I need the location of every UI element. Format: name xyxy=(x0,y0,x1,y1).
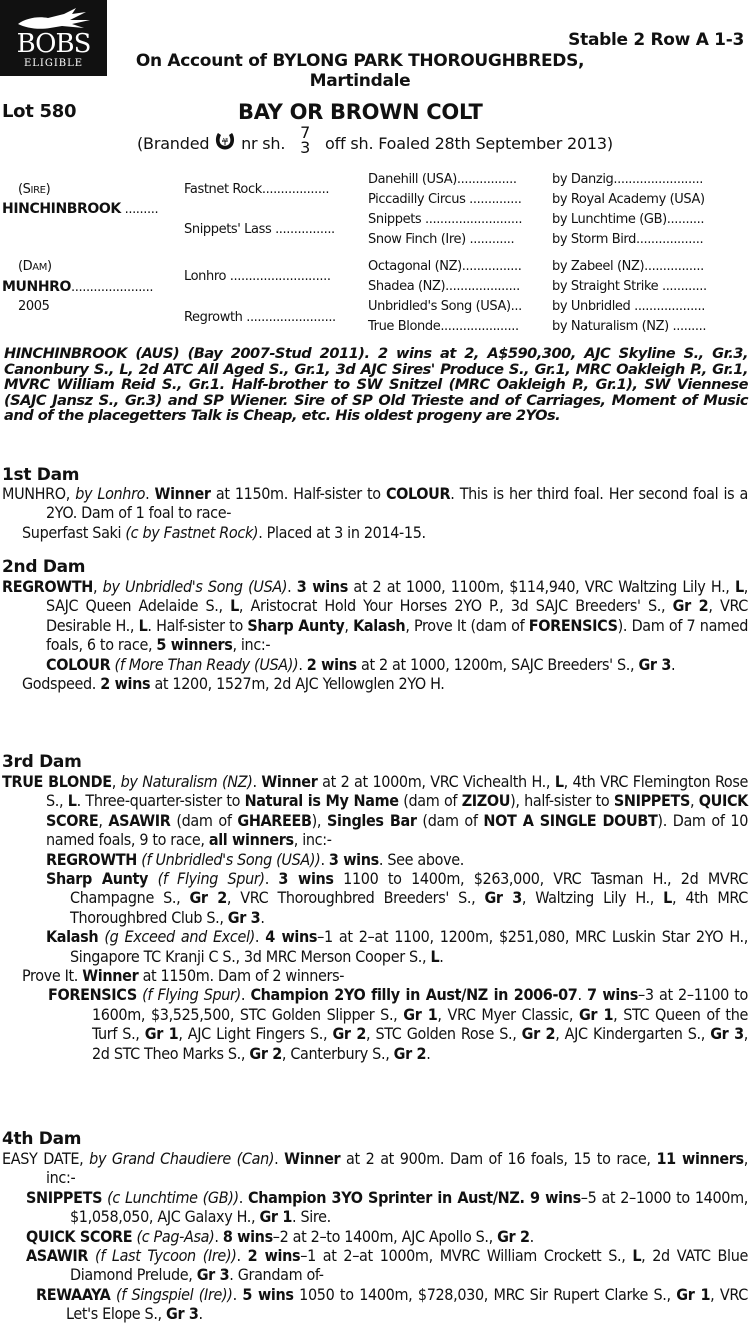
i: (f Singspiel (Ire)) xyxy=(115,1284,233,1304)
t: EASY DATE xyxy=(2,1149,80,1168)
pedigree-gen2-1: Snippets' Lass ................ xyxy=(184,222,335,237)
t: , STC Golden Rose S., xyxy=(366,1024,522,1044)
b: Gr 2 xyxy=(189,888,227,908)
b: COLOUR xyxy=(46,654,111,674)
b: Gr 3 xyxy=(638,654,671,674)
section-heading-2nd-dam: 2nd Dam xyxy=(2,557,86,577)
t: , AJC Light Fingers S., xyxy=(178,1024,333,1044)
foal-name: Superfast Saki xyxy=(22,522,122,542)
b: Winner xyxy=(154,484,211,503)
section-heading-1st-dam: 1st Dam xyxy=(2,465,80,485)
t: . This is her third foal. Her second foal is a 2YO. Dam of 1 foal to race- xyxy=(46,484,748,523)
b: ASAWIR xyxy=(26,1246,89,1266)
horseshoe-brand-icon xyxy=(214,131,236,151)
t: , inc:- xyxy=(293,830,332,850)
i: (f Unbridled's Song (USA)) xyxy=(141,849,321,869)
lot-title: BAY OR BROWN COLT xyxy=(238,100,483,124)
i: (f Last Tycoon (Ire)) xyxy=(95,1246,237,1266)
t: , VRC Desirable H., xyxy=(46,596,748,635)
vendor-name: On Account of BYLONG PARK THOROUGHBREDS, xyxy=(135,51,585,71)
b: Gr 3 xyxy=(484,888,522,908)
dam1-summary: MUNHRO, by Lonhro. Winner at 1150m. Half-sister to COLOUR. This is her third foal. Her second foal is a 2YO. Dam of 1 foal to race- xyxy=(2,484,748,523)
pedigree-gen4-0: by Danzig........................ xyxy=(552,172,703,187)
t: –1 at 2–at 1100, 1200m, $251,080, MRC Luskin Star 2YO H., Singapore TC Kranji C S., 3d MRC Merson Cooper S., xyxy=(70,927,748,966)
t: 1050 to 1400m, $728,030, MRC Sir Rupert Clarke S., xyxy=(293,1284,677,1304)
dam2-entry xyxy=(2,577,748,693)
b: ASAWIR xyxy=(108,810,171,830)
b: Gr 2 xyxy=(497,1226,530,1246)
i: by Naturalism (NZ) xyxy=(120,772,253,791)
dam4-grandfoal-rewaaya: REWAAYA (f Singspiel (Ire)). 5 wins 1050 to 1400m, $728,030, MRC Sir Rupert Clarke S., Gr 1, VRC Let's Elope S., Gr 3. xyxy=(36,1284,748,1324)
sire-summary: HINCHINBROOK (AUS) (Bay 2007-Stud 2011). 2 wins at 2, A$590,300, AJC Skyline S., Gr.3, Canonbury S., L, 2d ATC All Aged S., Gr.1, 3d AJC Sires' Produce S., Gr.1, MRC Oakleigh P., Gr.1, MVRC William Reid S., Gr.1. Half-brother to SW Snitzel (MRC Oakleigh P., Gr.1), SW Viennese (SAJC Jansz S., Gr.3) and SP Wiener. Sire of SP Old Trieste and of Carriages, Moment of Music and of the placegetters Talk is Cheap, etc. His oldest progeny are 2YOs. xyxy=(4,345,748,425)
b: Kalash xyxy=(46,927,99,947)
b: Natural is My Name xyxy=(244,791,399,811)
t: ). Dam of 7 named foals, 6 to race, xyxy=(46,615,749,655)
brand-near-shoulder: nr sh. xyxy=(241,134,286,153)
b: 4 wins xyxy=(265,927,318,947)
brand-num-top: 7 xyxy=(300,122,311,142)
foal-text: . Placed at 3 in 2014-15. xyxy=(258,522,426,542)
b: 8 wins xyxy=(222,1226,273,1246)
t: , 2d STC Theo Marks S., xyxy=(92,1024,748,1063)
dam1-name: MUNHRO xyxy=(2,484,66,503)
t: , AJC Kindergarten S., xyxy=(555,1024,711,1044)
t: . Grandam of- xyxy=(229,1265,324,1285)
t: at 2 at 1000, 1200m, SAJC Breeders' S., xyxy=(356,654,639,674)
t: . Half-sister to xyxy=(147,615,248,635)
bobs-eligible-logo xyxy=(0,0,107,76)
b: L xyxy=(430,946,440,966)
b: 5 wins xyxy=(242,1284,294,1304)
b: COLOUR xyxy=(385,484,451,503)
pedigree-gen4-1: by Royal Academy (USA) xyxy=(552,192,705,207)
vendor-account xyxy=(125,51,595,91)
b: Gr 3 xyxy=(710,1024,744,1044)
t: –5 at 2–1000 to 1400m, $1,058,050, AJC Galaxy H., xyxy=(70,1187,748,1227)
b: Gr 3 xyxy=(165,1304,199,1324)
b: SNIPPETS xyxy=(26,1187,103,1207)
t: , Canterbury S., xyxy=(281,1043,394,1063)
b: L xyxy=(663,888,672,908)
sire-name xyxy=(2,201,158,217)
b: Singles Bar xyxy=(326,810,417,830)
b: REWAAYA xyxy=(36,1284,111,1304)
b: L xyxy=(67,791,77,811)
t: –1 at 2–at 1000m, MVRC William Crockett S., xyxy=(300,1246,633,1266)
b: Gr 3 xyxy=(196,1265,230,1285)
dam4-entry xyxy=(2,1149,748,1324)
dam2-foal-godspeed xyxy=(2,674,748,693)
pedigree-gen3-4: Octagonal (NZ)................ xyxy=(368,259,522,274)
t: –3 at 2–1100 to 1600m, $3,525,500, STC Golden Slipper S., xyxy=(92,985,748,1024)
pedigree-gen3-3: Snow Finch (Ire) ............ xyxy=(368,232,515,247)
i: (f Flying Spur) xyxy=(142,985,241,1005)
brand-suffix: off sh. Foaled 28th September 2013) xyxy=(325,134,613,153)
t: ), half-sister to xyxy=(510,791,614,811)
vendor-location: Martindale xyxy=(309,71,411,91)
t: , inc:- xyxy=(46,1149,748,1188)
dam3-grandfoal-forensics: FORENSICS (f Flying Spur). Champion 2YO filly in Aust/NZ in 2006-07. 7 wins–3 at 2–1100 to 1600m, $3,525,500, STC Golden Slipper S., Gr 1, VRC Myer Classic, Gr 1, STC Queen of the Turf S., Gr 1, AJC Light Fingers S., Gr 2, STC Golden Rose S., Gr 2, AJC Kindergarten S., Gr 3, 2d STC Theo Marks S., Gr 2, Canterbury S., Gr 2. xyxy=(48,985,749,1063)
i: (c Pag-Asa) xyxy=(136,1226,215,1246)
b: NOT A SINGLE DOUBT xyxy=(483,810,658,830)
dam-name-text: MUNHRO xyxy=(2,279,72,295)
b: 2 wins xyxy=(306,654,357,674)
dam4-summary: EASY DATE, by Grand Chaudiere (Can). Winner at 2 at 900m. Dam of 16 foals, 15 to race, 11 winners, inc:- xyxy=(2,1149,748,1188)
b: REGROWTH xyxy=(2,577,94,596)
section-heading-4th-dam: 4th Dam xyxy=(2,1129,82,1149)
pedigree-gen3-5: Shadea (NZ).................... xyxy=(368,279,520,294)
i: (f Flying Spur) xyxy=(157,869,265,889)
b: Gr 2 xyxy=(521,1024,556,1044)
t: Godspeed. xyxy=(22,674,101,694)
sire-label: (SIRE) xyxy=(18,182,51,197)
brand-description xyxy=(137,122,613,157)
t: ). Dam of 10 named foals, 9 to race, xyxy=(46,810,749,850)
b: Gr 1 xyxy=(403,1004,438,1024)
b: TRUE BLONDE xyxy=(2,772,112,791)
b: Gr 2 xyxy=(672,596,709,616)
t: . See above. xyxy=(378,849,464,869)
b: 2 wins xyxy=(100,674,151,694)
pedigree-gen3-7: True Blonde..................... xyxy=(368,319,519,334)
b: Sharp Aunty xyxy=(247,615,345,635)
pedigree-gen3-0: Danehill (USA)................ xyxy=(368,172,517,187)
i: (c Lunchtime (GB)) xyxy=(107,1187,239,1207)
t: , inc:- xyxy=(232,635,271,655)
t: , 4th MRC Thoroughbred Club S., xyxy=(70,888,748,927)
b: 3 wins xyxy=(278,869,334,889)
dam-year: 2005 xyxy=(18,299,50,314)
pedigree-gen3-2: Snippets .......................... xyxy=(368,212,523,227)
b: 2 wins xyxy=(247,1246,301,1266)
b: 3 wins xyxy=(328,849,379,869)
b: Gr 3 xyxy=(227,907,261,927)
dam3-foal-regrowth: REGROWTH (f Unbridled's Song (USA)). 3 wins. See above. xyxy=(46,849,464,869)
pedigree-gen4-4: by Zabeel (NZ)................ xyxy=(552,259,704,274)
t: , Waltzing Lily H., xyxy=(521,888,664,908)
dam1-foal xyxy=(2,523,748,542)
b: 5 winners xyxy=(156,635,233,655)
t: . Sire. xyxy=(292,1207,331,1227)
dam4-foal-asawir: ASAWIR (f Last Tycoon (Ire)). 2 wins–1 at 2–at 1000m, MVRC William Crockett S., L, 2d VATC Blue Diamond Prelude, Gr 3. Grandam of- xyxy=(26,1246,748,1285)
b: Winner xyxy=(82,966,139,986)
pedigree-gen2-2: Lonhro ........................... xyxy=(184,269,331,284)
dam1-sire: by Lonhro xyxy=(75,484,146,503)
b: SNIPPETS xyxy=(613,791,690,811)
i: (g Exceed and Excel) xyxy=(104,927,255,947)
dam2-foal-colour: COLOUR (f More Than Ready (USA)). 2 wins at 2 at 1000, 1200m, SAJC Breeders' S., Gr 3. xyxy=(46,654,676,674)
pedigree-gen2-0: Fastnet Rock.................. xyxy=(184,182,330,197)
t: (dam of xyxy=(398,791,462,811)
b: L xyxy=(734,577,744,596)
stable-location: Stable 2 Row A 1-3 xyxy=(568,30,744,50)
dam-dots: ...................... xyxy=(71,280,154,295)
sire-name-text: HINCHINBROOK xyxy=(2,201,121,217)
b: GHAREEB xyxy=(237,810,312,830)
pedigree-gen4-2: by Lunchtime (GB).......... xyxy=(552,212,705,227)
t: , STC Queen of the Turf S., xyxy=(92,1004,749,1044)
pedigree-gen3-1: Piccadilly Circus .............. xyxy=(368,192,522,207)
b: Champion 2YO filly in Aust/NZ in 2006-07 xyxy=(250,985,578,1005)
pedigree-gen4-3: by Storm Bird.................. xyxy=(552,232,704,247)
pedigree-gen4-5: by Straight Strike ............ xyxy=(552,279,707,294)
pedigree-gen4-6: by Unbridled ................... xyxy=(552,299,706,314)
b: Winner xyxy=(261,772,318,791)
sire-dots: ......... xyxy=(124,202,159,217)
dam-name xyxy=(2,279,153,295)
b: ZIZOU xyxy=(461,791,511,811)
b: all winners xyxy=(208,830,294,850)
dam4-foal-quick-score: QUICK SCORE (c Pag-Asa). 8 wins–2 at 2–to 1400m, AJC Apollo S., Gr 2. xyxy=(26,1226,534,1246)
t: . Three-quarter-sister to xyxy=(76,791,245,811)
pedigree-gen2-3: Regrowth ........................ xyxy=(184,310,336,325)
logo-text-bobs: BOBS xyxy=(16,29,91,59)
b: FORENSICS xyxy=(48,985,137,1005)
t: at 2 at 900m. Dam of 16 foals, 15 to race, xyxy=(340,1149,657,1168)
section-heading-3rd-dam: 3rd Dam xyxy=(2,752,82,772)
i: by Grand Chaudiere (Can) xyxy=(89,1149,275,1168)
b: Gr 1 xyxy=(676,1284,711,1304)
logo-text-eligible: ELIGIBLE xyxy=(23,58,84,69)
dam2-summary: REGROWTH, by Unbridled's Song (USA). 3 wins at 2 at 1000, 1100m, $114,940, VRC Waltzing Lily H., L, SAJC Queen Adelaide S., L, Aristocrat Hold Your Horses 2YO P., 3d SAJC Breeders' S., Gr 2, VRC Desirable H., L. Half-sister to Sharp Aunty, Kalash, Prove It (dam of FORENSICS). Dam of 7 named foals, 6 to race, 5 winners, inc:- xyxy=(2,577,749,655)
b: QUICK SCORE xyxy=(26,1226,133,1246)
b: FORENSICS xyxy=(528,615,618,635)
t: at 1150m. Half-sister to xyxy=(210,484,386,503)
dam1-entry xyxy=(2,484,748,542)
dam-label: (DAM) xyxy=(18,259,52,274)
t: , Prove It (dam of xyxy=(405,615,529,635)
t: , VRC Myer Classic, xyxy=(437,1004,579,1024)
dam3-summary: TRUE BLONDE, by Naturalism (NZ). Winner at 2 at 1000m, VRC Vichealth H., L, 4th VRC Flemington Rose S., L. Three-quarter-sister to Natural is My Name (dam of ZIZOU), half-sister to SNIPPETS, QUICK SCORE, ASAWIR (dam of GHAREEB), Singles Bar (dam of NOT A SINGLE DOUBT). Dam of 10 named foals, 9 to race, all winners, inc:- xyxy=(2,772,749,850)
t: , 4th VRC Flemington Rose S., xyxy=(46,772,749,811)
b: Sharp Aunty xyxy=(46,869,149,889)
b: L xyxy=(554,772,564,791)
b: L xyxy=(138,615,148,635)
foal-sire: (c by Fastnet Rock) xyxy=(125,522,259,542)
b: Gr 1 xyxy=(259,1207,292,1227)
dam3-foal-kalash: Kalash (g Exceed and Excel). 4 wins–1 at 2–at 1100, 1200m, $251,080, MRC Luskin Star 2YO H., Singapore TC Kranji C S., 3d MRC Merson Cooper S., L. xyxy=(46,927,748,966)
b: Kalash xyxy=(353,615,406,635)
t: –2 at 2–to 1400m, AJC Apollo S., xyxy=(272,1226,498,1246)
brand-prefix: (Branded xyxy=(137,134,210,153)
t: at 2 at 1000m, VRC Vichealth H., xyxy=(317,772,555,791)
b: Gr 2 xyxy=(249,1043,282,1063)
t: at 2 at 1000, 1100m, $114,940, VRC Waltzing Lily H., xyxy=(347,577,735,596)
dam3-entry xyxy=(2,772,748,1063)
lot-number: Lot 580 xyxy=(2,101,77,122)
b: L xyxy=(632,1246,642,1266)
brand-fraction xyxy=(300,122,311,157)
dam4-foal-snippets: SNIPPETS (c Lunchtime (GB)). Champion 3YO Sprinter in Aust/NZ. 9 wins–5 at 2–1000 to 1400m, $1,058,050, AJC Galaxy H., Gr 1. Sire. xyxy=(26,1187,748,1227)
b: 7 wins xyxy=(586,985,639,1005)
b: L xyxy=(230,596,239,616)
b: 3 wins xyxy=(296,577,348,596)
t: 1100 to 1400m, $263,000, VRC Tasman H., 2d MVRC Champagne S., xyxy=(70,869,748,908)
t: , Aristocrat Hold Your Horses 2YO P., 3d SAJC Breeders' S., xyxy=(238,596,673,616)
dam3-foal-sharp-aunty: Sharp Aunty (f Flying Spur). 3 wins 1100 to 1400m, $263,000, VRC Tasman H., 2d MVRC Champagne S., Gr 2, VRC Thoroughbred Breeders' S., Gr 3, Waltzing Lily H., L, 4th MRC Thoroughbred Club S., Gr 3. xyxy=(46,869,748,927)
t: . xyxy=(145,484,155,503)
b: Champion 3YO Sprinter in Aust/NZ. 9 wins xyxy=(248,1187,581,1207)
t: at 1200, 1527m, 2d AJC Yellowglen 2YO H. xyxy=(150,674,445,694)
b: Gr 1 xyxy=(578,1004,614,1024)
b: Gr 2 xyxy=(332,1024,366,1044)
t: , 2d VATC Blue Diamond Prelude, xyxy=(70,1246,748,1285)
t: , SAJC Queen Adelaide S., xyxy=(46,577,748,616)
i: (f More Than Ready (USA)) xyxy=(114,654,299,674)
pedigree-gen3-6: Unbridled's Song (USA)... xyxy=(368,299,522,314)
b: REGROWTH xyxy=(46,849,138,869)
dam3-foal-prove-it xyxy=(2,966,748,985)
t: , VRC Let's Elope S., xyxy=(66,1284,748,1324)
brand-num-bottom: 3 xyxy=(300,137,311,157)
b: 11 winners xyxy=(656,1149,744,1168)
t: , VRC Thoroughbred Breeders' S., xyxy=(226,888,485,908)
b: Winner xyxy=(284,1149,341,1168)
i: by Unbridled's Song (USA) xyxy=(102,577,288,596)
b: QUICK SCORE xyxy=(46,791,748,830)
t: Prove It. xyxy=(22,966,83,986)
b: Gr 1 xyxy=(144,1024,179,1044)
pedigree-gen4-7: by Naturalism (NZ) ......... xyxy=(552,319,707,334)
t: at 1150m. Dam of 2 winners- xyxy=(138,966,345,986)
b: Gr 2 xyxy=(393,1043,427,1063)
